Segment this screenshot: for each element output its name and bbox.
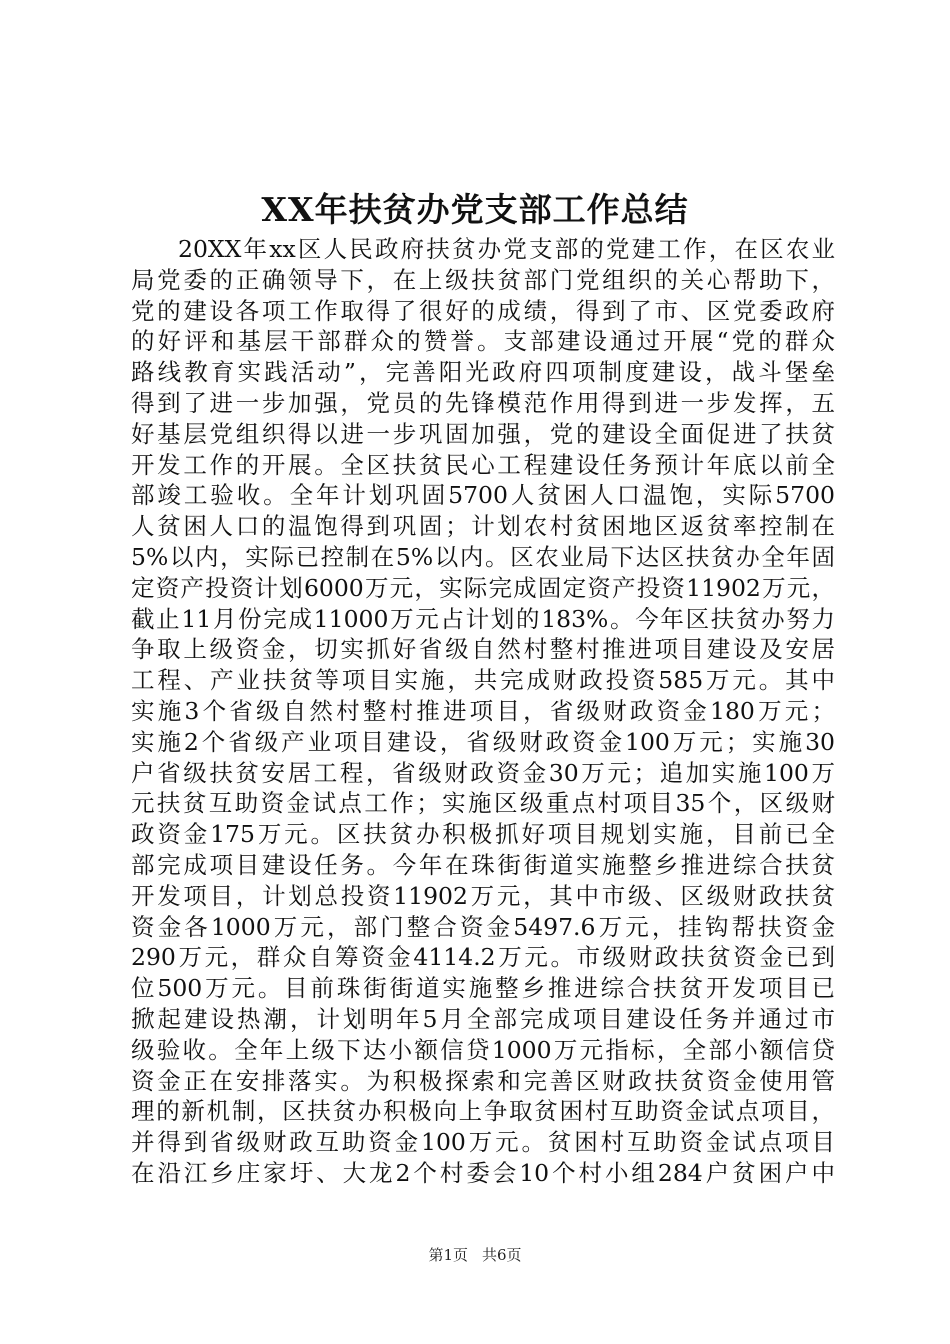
body-line: 争取上级资金，切实抓好省级自然村整村推进项目建设及安居 <box>131 635 835 664</box>
page-footer <box>0 1244 950 1266</box>
body-line: 部竣工验收。全年计划巩固5700人贫困人口温饱，实际5700 <box>131 481 835 510</box>
body-line: 290万元，群众自筹资金4114.2万元。市级财政扶贫资金已到 <box>131 943 835 972</box>
body-line: 路线教育实践活动”，完善阳光政府四项制度建设，战斗堡垒 <box>131 358 835 387</box>
body-line: 并得到省级财政互助资金100万元。贫困村互助资金试点项目 <box>131 1128 835 1157</box>
page-total: 共6页 <box>482 1246 522 1264</box>
body-line: 资金各1000万元，部门整合资金5497.6万元，挂钩帮扶资金 <box>131 912 835 941</box>
body-line: 部完成项目建设任务。今年在珠街街道实施整乡推进综合扶贫 <box>131 850 835 879</box>
body-line: 位500万元。目前珠街街道实施整乡推进综合扶贫开发项目已 <box>131 974 835 1003</box>
page-number: 第1页 <box>428 1246 468 1264</box>
body-line: 好基层党组织得以进一步巩固加强，党的建设全面促进了扶贫 <box>131 419 835 448</box>
body-line: 的好评和基层干部群众的赞誉。支部建设通过开展“党的群众 <box>131 327 835 356</box>
body-line: 理的新机制，区扶贫办积极向上争取贫困村互助资金试点项目， <box>131 1097 835 1126</box>
body-line: 元扶贫互助资金试点工作；实施区级重点村项目35个，区级财 <box>131 789 835 818</box>
body-line: 实施3个省级自然村整村推进项目，省级财政资金180万元； <box>131 696 835 725</box>
body-line: 5%以内，实际已控制在5%以内。区农业局下达区扶贫办全年固 <box>131 542 835 571</box>
body-line: 得到了进一步加强，党员的先锋模范作用得到进一步发挥，五 <box>131 388 835 417</box>
body-line: 20XX年xx区人民政府扶贫办党支部的党建工作，在区农业 <box>178 235 835 263</box>
body-line: 资金正在安排落实。为积极探索和完善区财政扶贫资金使用管 <box>131 1066 835 1095</box>
body-line: 截止11月份完成11000万元占计划的183%。今年区扶贫办努力 <box>131 604 835 633</box>
body-line: 开发工作的开展。全区扶贫民心工程建设任务预计年底以前全 <box>131 450 835 479</box>
body-line: 党的建设各项工作取得了很好的成绩，得到了市、区党委政府 <box>131 296 835 325</box>
body-line: 定资产投资计划6000万元，实际完成固定资产投资11902万元， <box>131 573 835 602</box>
body-line: 户省级扶贫安居工程，省级财政资金30万元；追加实施100万 <box>131 758 835 787</box>
body-line: 掀起建设热潮，计划明年5月全部完成项目建设任务并通过市 <box>131 1004 835 1033</box>
body-line: 局党委的正确领导下，在上级扶贫部门党组织的关心帮助下， <box>131 265 835 294</box>
body-line: 开发项目，计划总投资11902万元，其中市级、区级财政扶贫 <box>131 881 835 910</box>
body-line: 实施2个省级产业项目建设，省级财政资金100万元；实施30 <box>131 727 835 756</box>
document-title: XX年扶贫办党支部工作总结 <box>261 190 689 229</box>
body-line: 人贫困人口的温饱得到巩固；计划农村贫困地区返贫率控制在 <box>131 512 835 541</box>
document-body <box>131 234 835 1189</box>
body-line: 政资金175万元。区扶贫办积极抓好项目规划实施，目前已全 <box>131 820 835 849</box>
body-line: 在沿江乡庄家圩、大龙2个村委会10个村小组284户贫困户中 <box>131 1158 835 1187</box>
body-line: 工程、产业扶贫等项目实施，共完成财政投资585万元。其中 <box>131 666 835 695</box>
body-line: 级验收。全年上级下达小额信贷1000万元指标，全部小额信贷 <box>131 1035 835 1064</box>
